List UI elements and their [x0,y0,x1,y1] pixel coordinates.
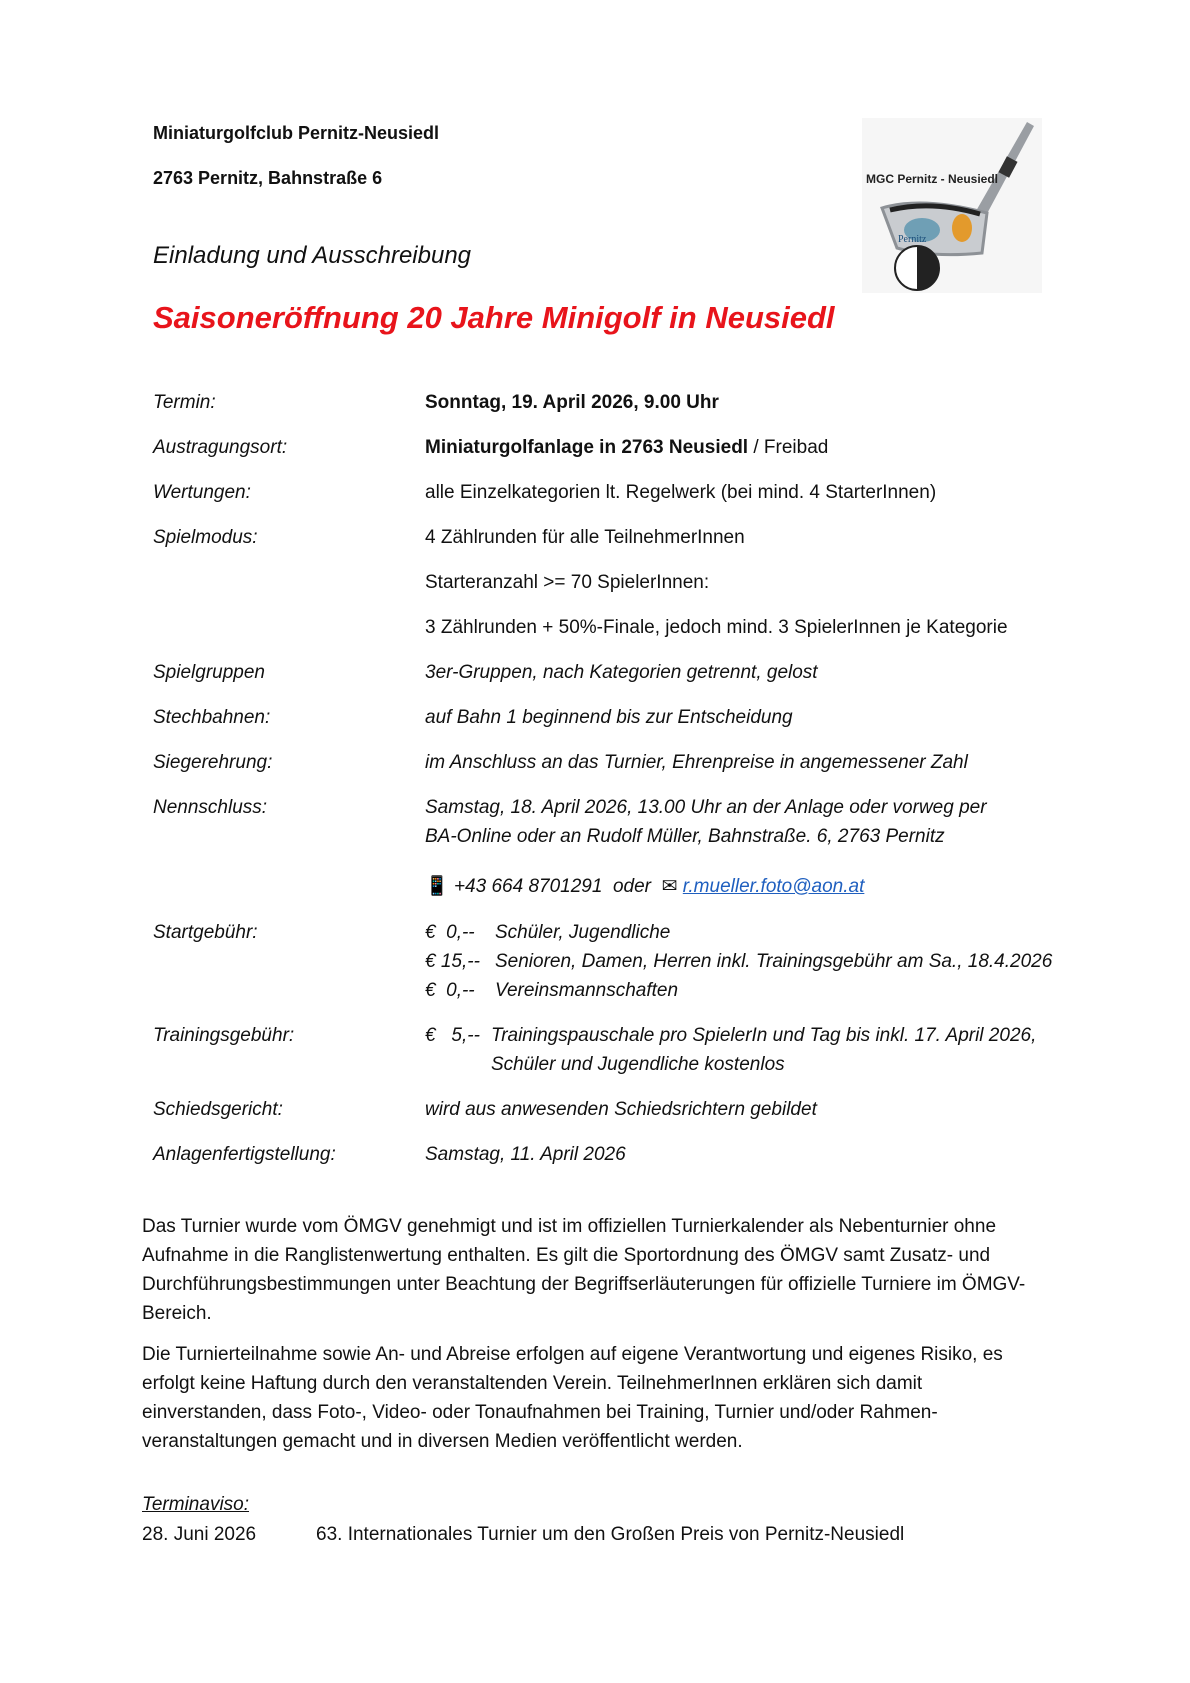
label-stechbahnen: Stechbahnen: [153,707,271,728]
terminaviso-label: Terminaviso: [142,1494,250,1515]
training-fee-row [425,1025,1036,1047]
label-startgebuehr: Startgebühr: [153,922,258,943]
value-nennschluss-2: BA-Online oder an Rudolf Müller, Bahnstraße. 6, 2763 Pernitz [425,826,945,847]
phone-number[interactable]: +43 664 8701291 [453,876,603,897]
golf-club-logo-icon [862,118,1042,293]
envelope-at-icon: ✉ [661,876,678,897]
label-anlagenfertigstellung: Anlagenfertigstellung: [153,1144,336,1165]
label-nennschluss: Nennschluss: [153,797,268,818]
document-subtitle: Einladung und Ausschreibung [153,242,472,269]
training-fee-desc-2: Schüler und Jugendliche kostenlos [491,1054,785,1075]
label-wertungen: Wertungen: [153,482,251,503]
venue-extra: / Freibad [748,437,829,458]
value-stechbahnen: auf Bahn 1 beginnend bis zur Entscheidung [425,707,793,728]
logo-subtext: Pernitz [898,234,927,245]
email-link[interactable]: r.mueller.foto@aon.at [682,876,865,897]
fee-desc: Vereinsmannschaften [495,980,679,1001]
value-siegerehrung: im Anschluss an das Turnier, Ehrenpreise in angemessener Zahl [425,752,968,773]
fee-amount: € 15,-- [425,951,480,972]
label-schiedsgericht: Schiedsgericht: [153,1099,283,1120]
contact-line [425,874,864,898]
value-spielmodus-1: 4 Zählrunden für alle TeilnehmerInnen [425,527,745,548]
value-termin: Sonntag, 19. April 2026, 9.00 Uhr [425,392,719,413]
fee-row [425,980,678,1002]
training-fee-desc: Trainingspauschale pro SpielerIn und Tag bis inkl. 17. April 2026, [491,1025,1037,1046]
value-spielmodus-2: Starteranzahl >= 70 SpielerInnen: [425,572,710,593]
value-anlagenfertigstellung: Samstag, 11. April 2026 [425,1144,626,1165]
label-trainingsgebuehr: Trainingsgebühr: [153,1025,295,1046]
fee-amount: € 0,-- [425,922,475,943]
oder-text: oder [612,876,652,897]
fee-row [425,951,1052,973]
document-title: Saisoneröffnung 20 Jahre Minigolf in Neusiedl [153,300,835,335]
paragraph-text: Das Turnier wurde vom ÖMGV genehmigt und ist im offiziellen Turnierkalender als Nebenturnier ohne Aufnahme in die Ranglistenwertung enthalten. Es gilt die Sportordnung des ÖMGV samt Zusatz- und Durchführungsbestimmungen unter Beachtung der Begriffserläuterungen für offizielle Turniere im ÖMGV-Bereich. [142,1216,1026,1324]
terminaviso-event: 63. Internationales Turnier um den Großen Preis von Pernitz-Neusiedl [316,1524,905,1545]
value-schiedsgericht: wird aus anwesenden Schiedsrichtern gebildet [425,1099,817,1120]
label-spielgruppen: Spielgruppen [153,662,265,683]
training-fee-amount: € 5,-- [425,1025,480,1046]
label-termin: Termin: [153,392,216,413]
value-wertungen: alle Einzelkategorien lt. Regelwerk (bei mind. 4 StarterInnen) [425,482,937,503]
venue-name: Miniaturgolfanlage in 2763 Neusiedl [425,437,749,458]
club-logo [862,118,1042,293]
mobile-phone-icon: 📱 [425,876,449,897]
value-austragungsort [425,437,828,459]
paragraph-text: Die Turnierteilnahme sowie An- und Abreise erfolgen auf eigene Verantwortung und eigenes Risiko, es erfolgt keine Haftung durch den veranstaltenden Verein. TeilnehmerInnen erklären sich damit einverstanden, dass Foto-, Video- oder Tonaufnahmen bei Training, Turnier und/oder Rahmen-veranstaltungen gemacht und in diversen Medien veröffentlicht werden. [142,1344,1003,1452]
fee-desc: Senioren, Damen, Herren inkl. Trainingsgebühr am Sa., 18.4.2026 [495,951,1053,972]
paragraph-approval [142,1212,1042,1328]
logo-text: MGC Pernitz - Neusiedl [866,172,999,186]
value-spielmodus-3: 3 Zählrunden + 50%-Finale, jedoch mind. 3 SpielerInnen je Kategorie [425,617,1008,638]
terminaviso-date: 28. Juni 2026 [142,1524,257,1545]
value-nennschluss-1: Samstag, 18. April 2026, 13.00 Uhr an der Anlage oder vorweg per [425,797,987,818]
value-spielgruppen: 3er-Gruppen, nach Kategorien getrennt, gelost [425,662,818,683]
label-siegerehrung: Siegerehrung: [153,752,273,773]
fee-desc: Schüler, Jugendliche [495,922,671,943]
club-address: 2763 Pernitz, Bahnstraße 6 [153,168,383,188]
label-spielmodus: Spielmodus: [153,527,258,548]
club-name: Miniaturgolfclub Pernitz-Neusiedl [153,123,440,143]
fee-row [425,922,670,944]
label-austragungsort: Austragungsort: [153,437,288,458]
paragraph-liability [142,1340,1042,1456]
fee-amount: € 0,-- [425,980,475,1001]
